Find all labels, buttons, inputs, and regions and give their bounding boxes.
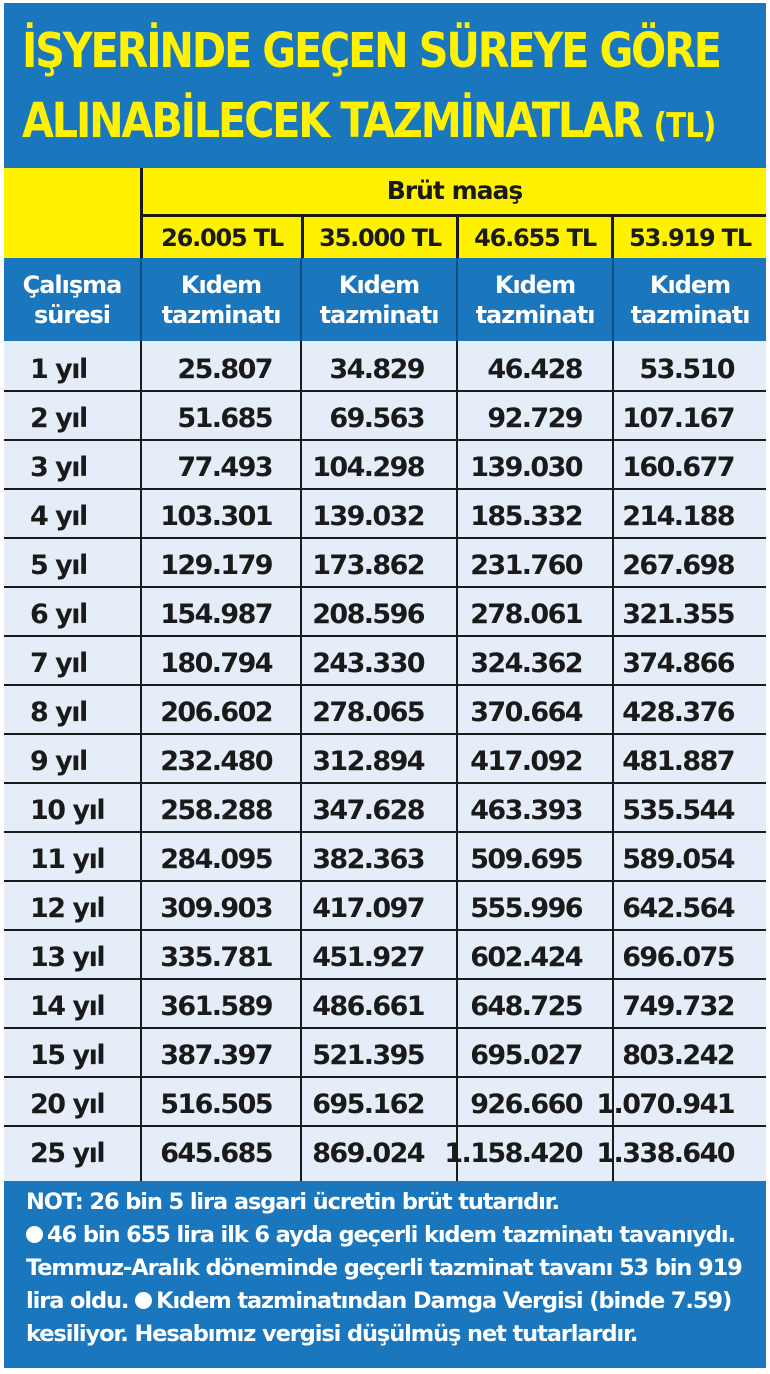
severance-value-cell: 382.363 (312, 844, 424, 875)
duration-cell: 14 yıl (30, 991, 105, 1022)
severance-value-cell: 104.298 (312, 452, 424, 483)
severance-value-cell: 321.355 (622, 599, 734, 630)
severance-value-cell: 34.829 (329, 354, 424, 385)
duration-cell: 11 yıl (30, 844, 105, 875)
footnote-text-1: 26 bin 5 lira asgari ücretin brüt tutarıdır. (82, 1189, 559, 1215)
duration-header (4, 258, 140, 341)
table-row (4, 835, 766, 884)
duration-cell: 4 yıl (30, 501, 87, 532)
salary-2: 35.000 TL (319, 223, 441, 252)
duration-cell: 7 yıl (30, 648, 87, 679)
severance-header-line-1: Kıdem (338, 270, 420, 299)
row-divider (4, 537, 766, 539)
title-block (4, 3, 766, 168)
row-divider (4, 390, 766, 392)
duration-cell: 5 yıl (30, 550, 87, 581)
bullet-dot-icon (135, 1292, 152, 1309)
salary-header-band (4, 168, 766, 258)
duration-cell: 15 yıl (30, 1040, 105, 1071)
severance-value-cell: 509.695 (470, 844, 582, 875)
severance-value-cell: 516.505 (160, 1089, 272, 1120)
severance-header-line-2: tazminatı (630, 300, 750, 329)
severance-value-cell: 428.376 (622, 697, 734, 728)
footnote-label: NOT: (26, 1189, 83, 1215)
severance-value-cell: 185.332 (470, 501, 582, 532)
column-header-band (4, 258, 766, 341)
severance-header-line-2: tazminatı (319, 300, 439, 329)
footnote-line-1 (26, 1186, 762, 1219)
severance-value-cell: 206.602 (160, 697, 272, 728)
table-row (4, 492, 766, 541)
severance-value-cell: 284.095 (160, 844, 272, 875)
row-divider (4, 635, 766, 637)
duration-cell: 8 yıl (30, 697, 87, 728)
severance-value-cell: 53.510 (639, 354, 734, 385)
severance-value-cell: 521.395 (312, 1040, 424, 1071)
row-divider (4, 1076, 766, 1078)
severance-value-cell: 231.760 (470, 550, 582, 581)
severance-value-cell: 1.338.640 (596, 1138, 734, 1169)
row-divider (4, 831, 766, 833)
duration-cell: 12 yıl (30, 893, 105, 924)
severance-value-cell: 243.330 (312, 648, 424, 679)
row-divider (4, 782, 766, 784)
salary-1: 26.005 TL (161, 223, 283, 252)
duration-cell: 6 yıl (30, 599, 87, 630)
row-divider (4, 733, 766, 735)
severance-header-line-2: tazminatı (475, 300, 595, 329)
severance-value-cell: 160.677 (622, 452, 734, 483)
severance-value-cell: 642.564 (622, 893, 734, 924)
row-divider (4, 929, 766, 931)
footnote-line-4 (26, 1285, 762, 1318)
severance-value-cell: 374.866 (622, 648, 734, 679)
duration-header-line-2: süresi (34, 300, 110, 329)
title-line-2-text: ALINABİLECEK TAZMİNATLAR (22, 93, 642, 149)
severance-value-cell: 926.660 (470, 1089, 582, 1120)
table-row (4, 639, 766, 688)
salary-row (143, 217, 766, 258)
table-row (4, 933, 766, 982)
severance-value-cell: 347.628 (312, 795, 424, 826)
title-unit: (TL) (653, 106, 716, 146)
table-row (4, 1129, 766, 1178)
severance-value-cell: 1.070.941 (596, 1089, 734, 1120)
severance-value-cell: 361.589 (160, 991, 272, 1022)
severance-value-cell: 803.242 (622, 1040, 734, 1071)
severance-value-cell: 602.424 (470, 942, 582, 973)
severance-value-cell: 1.158.420 (444, 1138, 582, 1169)
gross-salary-label: Brüt maaş (386, 176, 523, 205)
table-row (4, 982, 766, 1031)
footnote (26, 1186, 762, 1351)
row-divider (4, 586, 766, 588)
severance-value-cell: 46.428 (487, 354, 582, 385)
duration-cell: 13 yıl (30, 942, 105, 973)
title-line-1: İŞYERİNDE GEÇEN SÜREYE GÖRE (22, 23, 720, 79)
row-divider (4, 1125, 766, 1127)
severance-value-cell: 869.024 (312, 1138, 424, 1169)
severance-value-cell: 258.288 (160, 795, 272, 826)
severance-value-cell: 139.032 (312, 501, 424, 532)
table-row (4, 786, 766, 835)
table-row (4, 541, 766, 590)
severance-value-cell: 180.794 (160, 648, 272, 679)
severance-value-cell: 103.301 (160, 501, 272, 532)
footnote-text-4a: lira oldu. (26, 1288, 136, 1314)
severance-value-cell: 129.179 (160, 550, 272, 581)
severance-value-cell: 267.698 (622, 550, 734, 581)
severance-value-cell: 696.075 (622, 942, 734, 973)
severance-value-cell: 417.097 (312, 893, 424, 924)
footnote-text-5: kesiliyor. Hesabımız vergisi düşülmüş net tutarlardır. (26, 1321, 638, 1347)
footnote-text-4b: Kıdem tazminatından Damga Vergisi (binde 7.59) (156, 1288, 732, 1314)
severance-value-cell: 535.544 (622, 795, 734, 826)
severance-header-1 (142, 258, 300, 341)
severance-value-cell: 154.987 (160, 599, 272, 630)
severance-value-cell: 107.167 (622, 403, 734, 434)
table-row (4, 394, 766, 443)
duration-cell: 2 yıl (30, 403, 87, 434)
duration-cell: 10 yıl (30, 795, 105, 826)
severance-value-cell: 370.664 (470, 697, 582, 728)
severance-value-cell: 481.887 (622, 746, 734, 777)
severance-value-cell: 589.054 (622, 844, 734, 875)
footnote-line-5 (26, 1318, 762, 1351)
severance-table (4, 341, 766, 1181)
severance-value-cell: 387.397 (160, 1040, 272, 1071)
row-divider (4, 880, 766, 882)
severance-header-2 (302, 258, 456, 341)
severance-header-line-1: Kıdem (180, 270, 262, 299)
duration-cell: 9 yıl (30, 746, 87, 777)
table-row (4, 688, 766, 737)
severance-value-cell: 335.781 (160, 942, 272, 973)
severance-value-cell: 278.061 (470, 599, 582, 630)
row-divider (4, 978, 766, 980)
salary-4: 53.919 TL (629, 223, 751, 252)
severance-header-3 (458, 258, 612, 341)
table-row (4, 737, 766, 786)
row-divider (4, 1027, 766, 1029)
table-row (4, 443, 766, 492)
duration-cell: 25 yıl (30, 1138, 105, 1169)
severance-value-cell: 208.596 (312, 599, 424, 630)
duration-header-line-1: Çalışma (22, 270, 122, 299)
severance-value-cell: 214.188 (622, 501, 734, 532)
gross-salary-header (143, 168, 766, 217)
table-row (4, 590, 766, 639)
footnote-text-2: 46 bin 655 lira ilk 6 ayda geçerli kıdem tazminatı tavanıydı. (47, 1222, 735, 1248)
severance-header-line-1: Kıdem (649, 270, 731, 299)
severance-value-cell: 77.493 (177, 452, 272, 483)
duration-cell: 3 yıl (30, 452, 87, 483)
severance-value-cell: 486.661 (312, 991, 424, 1022)
severance-value-cell: 312.894 (312, 746, 424, 777)
severance-value-cell: 278.065 (312, 697, 424, 728)
severance-header-line-1: Kıdem (494, 270, 576, 299)
severance-value-cell: 139.030 (470, 452, 582, 483)
severance-value-cell: 695.027 (470, 1040, 582, 1071)
duration-cell: 20 yıl (30, 1089, 105, 1120)
row-divider (4, 439, 766, 441)
severance-value-cell: 173.862 (312, 550, 424, 581)
footnote-text-3: Temmuz-Aralık döneminde geçerli tazminat tavanı 53 bin 919 (26, 1255, 742, 1281)
severance-value-cell: 25.807 (177, 354, 272, 385)
table-row (4, 345, 766, 394)
table-row (4, 1031, 766, 1080)
severance-value-cell: 645.685 (160, 1138, 272, 1169)
salary-3: 46.655 TL (474, 223, 596, 252)
bullet-dot-icon (26, 1226, 43, 1243)
severance-value-cell: 69.563 (329, 403, 424, 434)
severance-value-cell: 749.732 (622, 991, 734, 1022)
table-row (4, 1080, 766, 1129)
severance-value-cell: 51.685 (177, 403, 272, 434)
severance-value-cell: 309.903 (160, 893, 272, 924)
severance-value-cell: 92.729 (487, 403, 582, 434)
severance-value-cell: 648.725 (470, 991, 582, 1022)
severance-header-line-2: tazminatı (161, 300, 281, 329)
severance-value-cell: 417.092 (470, 746, 582, 777)
severance-header-4 (614, 258, 766, 341)
severance-value-cell: 555.996 (470, 893, 582, 924)
footnote-line-2 (26, 1219, 762, 1252)
severance-value-cell: 451.927 (312, 942, 424, 973)
row-divider (4, 684, 766, 686)
table-row (4, 884, 766, 933)
duration-cell: 1 yıl (30, 354, 87, 385)
infographic-frame (4, 3, 766, 1368)
severance-value-cell: 232.480 (160, 746, 272, 777)
footnote-line-3 (26, 1252, 762, 1285)
row-divider (4, 488, 766, 490)
severance-value-cell: 695.162 (312, 1089, 424, 1120)
severance-value-cell: 463.393 (470, 795, 582, 826)
title-line-2 (22, 93, 716, 149)
severance-value-cell: 324.362 (470, 648, 582, 679)
